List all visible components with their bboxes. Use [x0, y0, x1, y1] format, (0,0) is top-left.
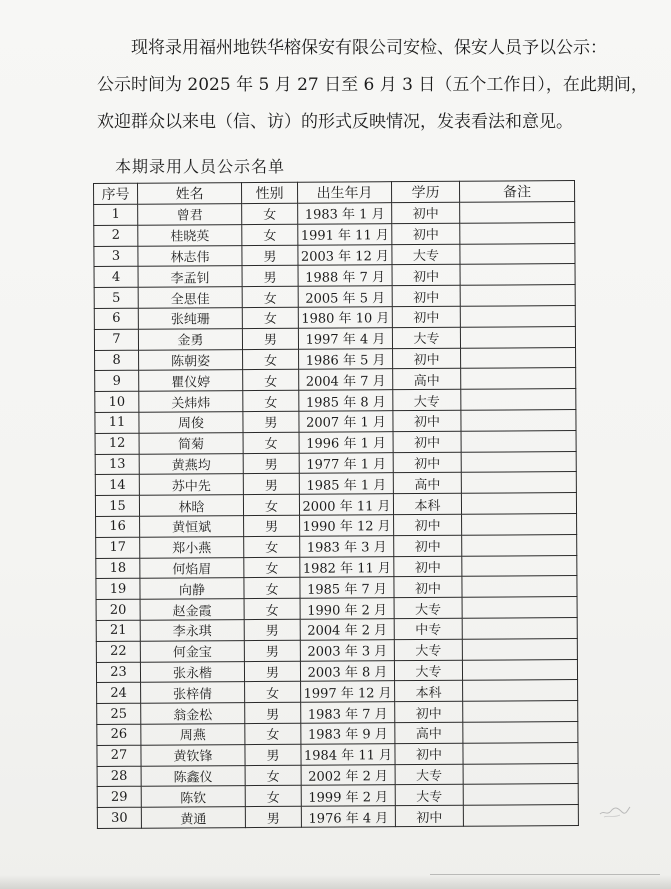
- header-col-gender: 性别: [242, 182, 298, 203]
- cell-col-education: 大专: [392, 244, 460, 265]
- cell-col-birth: 1985 年 1 月: [299, 473, 393, 494]
- cell-col-education: 本科: [393, 493, 461, 514]
- cell-col-remarks: [463, 701, 578, 722]
- cell-col-remarks: [463, 680, 578, 701]
- cell-col-number: 29: [97, 787, 141, 808]
- cell-col-gender: 女: [242, 203, 298, 224]
- cell-col-birth: 1983 年 3 月: [300, 535, 394, 556]
- cell-col-name: 何金宝: [140, 640, 244, 661]
- cell-col-birth: 1991 年 11 月: [298, 223, 392, 244]
- cell-col-number: 5: [94, 287, 138, 308]
- cell-col-name: 黄燕均: [139, 453, 243, 474]
- table-row: [95, 472, 576, 496]
- table-row: [97, 763, 578, 787]
- cell-col-gender: 女: [244, 598, 300, 619]
- cell-col-name: 赵金霞: [140, 599, 244, 620]
- table-row: [97, 680, 578, 704]
- cell-col-gender: 男: [245, 702, 301, 723]
- cell-col-remarks: [462, 514, 577, 535]
- cell-col-name: 张梓倩: [141, 682, 245, 703]
- table-row: [96, 617, 577, 641]
- cell-col-name: 林志伟: [138, 245, 242, 266]
- roster-table: [93, 180, 579, 829]
- cell-col-remarks: [461, 368, 576, 389]
- cell-col-number: 11: [95, 412, 139, 433]
- cell-col-number: 27: [97, 745, 141, 766]
- header-col-birth: 出生年月: [297, 182, 391, 204]
- cell-col-remarks: [461, 410, 576, 431]
- cell-col-birth: 2002 年 2 月: [301, 764, 395, 785]
- header-col-education: 学历: [391, 181, 459, 202]
- cell-col-remarks: [462, 617, 577, 638]
- cell-col-name: 陈朝姿: [139, 349, 243, 370]
- cell-col-remarks: [463, 742, 578, 763]
- margin-scribble-icon: [598, 800, 632, 820]
- cell-col-education: 初中: [394, 535, 462, 556]
- cell-col-name: 林晗: [139, 495, 243, 516]
- cell-col-name: 关炜炜: [139, 391, 243, 412]
- table-row: [97, 701, 578, 725]
- cell-col-remarks: [463, 805, 578, 826]
- cell-col-birth: 1982 年 11 月: [300, 556, 394, 577]
- cell-col-name: 全思佳: [138, 287, 242, 308]
- cell-col-birth: 1990 年 2 月: [300, 598, 394, 619]
- header-col-remarks: 备注: [459, 181, 574, 203]
- cell-col-number: 1: [94, 204, 138, 225]
- cell-col-education: 大专: [394, 660, 462, 681]
- cell-col-name: 黄通: [141, 807, 245, 828]
- cell-col-birth: 2004 年 7 月: [299, 369, 393, 390]
- cell-col-number: 26: [97, 724, 141, 745]
- cell-col-number: 7: [94, 329, 138, 350]
- cell-col-gender: 女: [244, 536, 300, 557]
- cell-col-education: 高中: [395, 722, 463, 743]
- cell-col-name: 简菊: [139, 432, 243, 453]
- cell-col-birth: 1976 年 4 月: [301, 806, 395, 827]
- cell-col-education: 中专: [394, 618, 462, 639]
- table-row: [94, 326, 575, 350]
- cell-col-name: 周俊: [139, 412, 243, 433]
- cell-col-number: 25: [97, 703, 141, 724]
- table-row: [94, 264, 575, 288]
- table-row: [95, 368, 576, 392]
- cell-col-gender: 女: [244, 557, 300, 578]
- cell-col-remarks: [461, 430, 576, 451]
- cell-col-education: 大专: [395, 764, 463, 785]
- cell-col-remarks: [462, 659, 577, 680]
- cell-col-number: 30: [97, 807, 141, 828]
- cell-col-number: 2: [94, 225, 138, 246]
- cell-col-birth: 1997 年 4 月: [298, 327, 392, 348]
- cell-col-name: 张永楷: [140, 661, 244, 682]
- cell-col-number: 19: [96, 579, 140, 600]
- cell-col-remarks: [462, 576, 577, 597]
- cell-col-birth: 1997 年 12 月: [301, 681, 395, 702]
- cell-col-education: 大专: [394, 639, 462, 660]
- cell-col-remarks: [463, 763, 578, 784]
- cell-col-name: 张纯珊: [138, 308, 242, 329]
- cell-col-gender: 男: [245, 744, 301, 765]
- cell-col-gender: 女: [242, 224, 298, 245]
- cell-col-birth: 2007 年 1 月: [299, 411, 393, 432]
- table-row: [95, 451, 576, 475]
- cell-col-remarks: [461, 472, 576, 493]
- cell-col-name: 桂晓英: [138, 224, 242, 245]
- cell-col-birth: 1996 年 1 月: [299, 431, 393, 452]
- cell-col-education: 初中: [395, 701, 463, 722]
- cell-col-education: 高中: [393, 369, 461, 390]
- cell-col-remarks: [462, 555, 577, 576]
- cell-col-name: 陈钦: [141, 786, 245, 807]
- cell-col-remarks: [462, 638, 577, 659]
- cell-col-birth: 1986 年 5 月: [299, 348, 393, 369]
- cell-col-number: 24: [97, 683, 141, 704]
- table-row: [97, 784, 578, 808]
- cell-col-education: 初中: [395, 743, 463, 764]
- cell-col-education: 大专: [392, 327, 460, 348]
- cell-col-remarks: [461, 389, 576, 410]
- cell-col-remarks: [461, 451, 576, 472]
- cell-col-gender: 女: [242, 307, 298, 328]
- table-row: [96, 638, 577, 662]
- cell-col-number: 12: [95, 433, 139, 454]
- table-row: [96, 555, 577, 579]
- cell-col-remarks: [460, 326, 575, 347]
- cell-col-name: 郑小燕: [140, 536, 244, 557]
- cell-col-number: 16: [96, 516, 140, 537]
- cell-col-birth: 1999 年 2 月: [301, 785, 395, 806]
- cell-col-education: 初中: [392, 285, 460, 306]
- cell-col-name: 向静: [140, 578, 244, 599]
- table-title: 本期录用人员公示名单: [115, 157, 286, 176]
- cell-col-gender: 男: [244, 619, 300, 640]
- cell-col-gender: 男: [243, 474, 299, 495]
- cell-col-name: 黄钦锋: [141, 744, 245, 765]
- cell-col-name: 周燕: [141, 724, 245, 745]
- cell-col-birth: 2004 年 2 月: [300, 619, 394, 640]
- cell-col-name: 曾君: [138, 204, 242, 225]
- cell-col-birth: 1988 年 7 月: [298, 265, 392, 286]
- cell-col-birth: 1983 年 7 月: [301, 702, 395, 723]
- table-row: [95, 410, 576, 434]
- cell-col-gender: 男: [244, 515, 300, 536]
- cell-col-name: 李孟钊: [138, 266, 242, 287]
- table-row: [96, 659, 577, 683]
- cell-col-gender: 女: [243, 432, 299, 453]
- cell-col-gender: 女: [243, 349, 299, 370]
- cell-col-education: 大专: [395, 785, 463, 806]
- table-row: [96, 576, 577, 600]
- cell-col-number: 6: [94, 308, 138, 329]
- cell-col-birth: 1983 年 1 月: [298, 203, 392, 224]
- cell-col-gender: 男: [244, 640, 300, 661]
- cell-col-gender: 男: [242, 266, 298, 287]
- cell-col-gender: 女: [245, 786, 301, 807]
- cell-col-remarks: [462, 597, 577, 618]
- table-row: [96, 597, 577, 621]
- cell-col-remarks: [460, 285, 575, 306]
- header-col-number: 序号: [94, 183, 138, 204]
- cell-col-name: 何焰眉: [140, 557, 244, 578]
- cell-col-education: 初中: [393, 410, 461, 431]
- cell-col-name: 苏中先: [139, 474, 243, 495]
- table-row: [97, 742, 578, 766]
- cell-col-education: 初中: [394, 556, 462, 577]
- cell-col-name: 黄恒斌: [140, 516, 244, 537]
- cell-col-remarks: [461, 347, 576, 368]
- cell-col-name: 翁金松: [141, 703, 245, 724]
- cell-col-name: 瞿仪婷: [139, 370, 243, 391]
- table-header-row: [94, 181, 575, 205]
- cell-col-number: 14: [95, 475, 139, 496]
- cell-col-number: 28: [97, 766, 141, 787]
- cell-col-birth: 2003 年 8 月: [300, 660, 394, 681]
- table-row: [94, 243, 575, 267]
- cell-col-education: 初中: [392, 223, 460, 244]
- cell-col-education: 初中: [392, 265, 460, 286]
- cell-col-education: 本科: [395, 681, 463, 702]
- table-row: [97, 805, 578, 829]
- cell-col-number: 9: [95, 371, 139, 392]
- cell-col-education: 初中: [393, 452, 461, 473]
- table-row: [95, 430, 576, 454]
- table-row: [94, 285, 575, 309]
- cell-col-remarks: [460, 264, 575, 285]
- cell-col-number: 15: [95, 495, 139, 516]
- cell-col-gender: 男: [245, 806, 301, 827]
- table-row: [95, 389, 576, 413]
- cell-col-gender: 男: [242, 245, 298, 266]
- cell-col-remarks: [462, 534, 577, 555]
- cell-col-education: 初中: [394, 577, 462, 598]
- cell-col-gender: 女: [243, 390, 299, 411]
- table-body: [94, 202, 579, 829]
- cell-col-number: 3: [94, 246, 138, 267]
- table-row: [94, 222, 575, 246]
- notice-line-1: 现将录用福州地铁华榕保安有限公司安检、保安人员予以公示：: [131, 38, 607, 58]
- header-col-name: 姓名: [138, 183, 242, 205]
- cell-col-education: 大专: [394, 597, 462, 618]
- table-row: [94, 306, 575, 330]
- cell-col-gender: 女: [245, 723, 301, 744]
- cell-col-number: 22: [96, 641, 140, 662]
- cell-col-name: 李永琪: [140, 620, 244, 641]
- scan-edge-shadow: [0, 875, 671, 889]
- table-row: [96, 514, 577, 538]
- cell-col-gender: 男: [243, 453, 299, 474]
- table-row: [95, 493, 576, 517]
- cell-col-education: 高中: [393, 473, 461, 494]
- cell-col-birth: 2005 年 5 月: [298, 286, 392, 307]
- notice-line-3: 欢迎群众以来电（信、访）的形式反映情况，发表看法和意见。: [97, 112, 573, 132]
- cell-col-number: 20: [96, 599, 140, 620]
- cell-col-education: 大专: [393, 389, 461, 410]
- cell-col-number: 13: [95, 454, 139, 475]
- cell-col-gender: 女: [244, 578, 300, 599]
- cell-col-birth: 1983 年 9 月: [301, 723, 395, 744]
- cell-col-education: 初中: [394, 514, 462, 535]
- cell-col-education: 初中: [393, 431, 461, 452]
- cell-col-number: 4: [94, 267, 138, 288]
- cell-col-gender: 男: [244, 661, 300, 682]
- cell-col-gender: 女: [245, 765, 301, 786]
- table-row: [97, 721, 578, 745]
- cell-col-remarks: [460, 222, 575, 243]
- cell-col-number: 17: [96, 537, 140, 558]
- cell-col-name: 陈鑫仪: [141, 765, 245, 786]
- cell-col-gender: 男: [243, 411, 299, 432]
- cell-col-remarks: [460, 243, 575, 264]
- cell-col-birth: 1985 年 8 月: [299, 390, 393, 411]
- table-row: [95, 347, 576, 371]
- cell-col-gender: 女: [243, 494, 299, 515]
- cell-col-education: 初中: [393, 348, 461, 369]
- cell-col-number: 8: [95, 350, 139, 371]
- cell-col-gender: 女: [242, 286, 298, 307]
- cell-col-birth: 1980 年 10 月: [298, 307, 392, 328]
- table-row: [96, 534, 577, 558]
- cell-col-name: 金勇: [138, 328, 242, 349]
- cell-col-birth: 2003 年 3 月: [300, 639, 394, 660]
- cell-col-birth: 1984 年 11 月: [301, 743, 395, 764]
- cell-col-gender: 女: [243, 370, 299, 391]
- cell-col-number: 23: [96, 662, 140, 683]
- notice-line-2: 公示时间为 2025 年 5 月 27 日至 6 月 3 日（五个工作日），在此期间，: [97, 75, 648, 95]
- cell-col-remarks: [460, 306, 575, 327]
- table-row: [94, 202, 575, 226]
- cell-col-number: 18: [96, 558, 140, 579]
- cell-col-gender: 男: [242, 328, 298, 349]
- cell-col-birth: 1990 年 12 月: [300, 515, 394, 536]
- cell-col-remarks: [463, 721, 578, 742]
- cell-col-remarks: [463, 784, 578, 805]
- cell-col-number: 10: [95, 391, 139, 412]
- cell-col-education: 初中: [395, 805, 463, 826]
- cell-col-birth: 1977 年 1 月: [299, 452, 393, 473]
- cell-col-education: 初中: [392, 306, 460, 327]
- notice-paragraph: [97, 30, 657, 141]
- cell-col-birth: 1985 年 7 月: [300, 577, 394, 598]
- cell-col-gender: 女: [245, 682, 301, 703]
- cell-col-birth: 2003 年 12 月: [298, 244, 392, 265]
- cell-col-remarks: [460, 202, 575, 223]
- cell-col-education: 初中: [392, 202, 460, 223]
- cell-col-birth: 2000 年 11 月: [299, 494, 393, 515]
- cell-col-number: 21: [96, 620, 140, 641]
- cell-col-remarks: [461, 493, 576, 514]
